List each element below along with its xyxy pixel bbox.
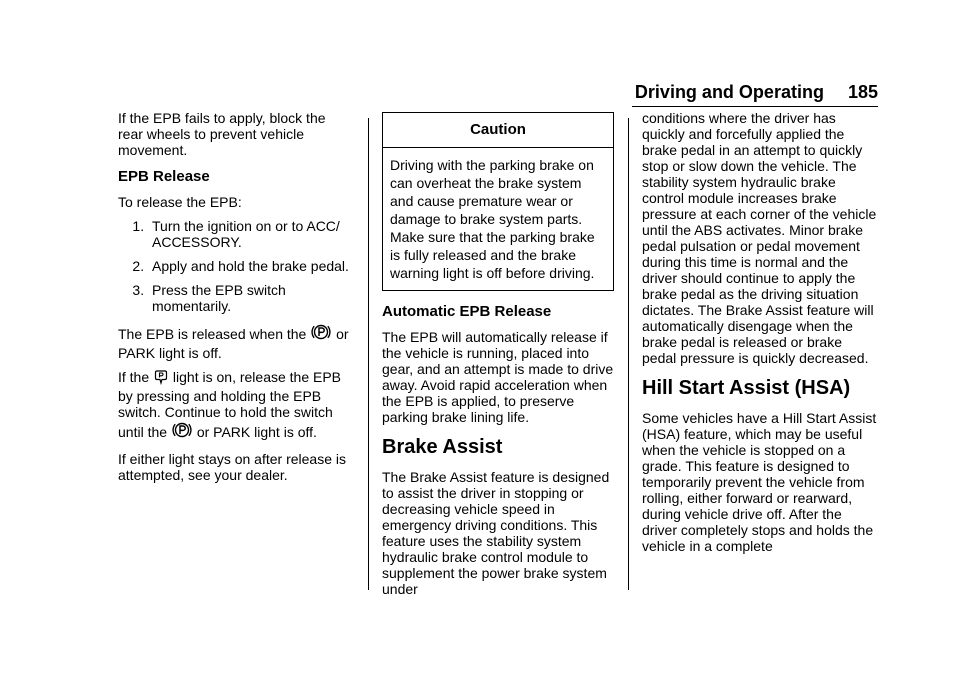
paragraph-see-dealer: If either light stays on after release is attempted, see your dealer. <box>118 451 346 483</box>
paragraph-brake-assist: The Brake Assist feature is designed to assist the driver in stopping or decreasing vehicle speed in emergency driving conditions. This feature uses the stability system hydraulic brake control module to supplement the power brake system under <box>382 469 610 597</box>
brake-service-warning-icon <box>154 369 168 388</box>
paragraph-if-light-on-text-c: or PARK light is off. <box>196 424 317 440</box>
paragraph-to-release: To release the EPB: <box>118 194 242 210</box>
column-1 <box>118 110 350 491</box>
paragraph-if-light-on-text-b: light is on, release the EPB by pressing and holding the EPB switch. Continue to hold the switch until the <box>118 369 342 440</box>
heading-epb-release: EPB Release <box>118 168 210 185</box>
paragraph-hill-start-assist: Some vehicles have a Hill Start Assist (HSA) feature, which may be useful when the vehicle is stopped on a grade. This feature is designed to temporarily prevent the vehicle from rolling, either forward or rearward, during vehicle drive off. After the driver completely stops and holds the vehicle in a complete <box>642 410 877 554</box>
release-step-3: 3. Press the EPB switch momentarily. <box>148 282 350 314</box>
column-3 <box>642 110 878 562</box>
caution-box <box>382 112 614 291</box>
heading-brake-assist: Brake Assist <box>382 436 503 458</box>
heading-automatic-epb-release: Automatic EPB Release <box>382 303 552 320</box>
section-title: Driving and Operating <box>634 82 824 102</box>
caution-title: Caution <box>383 113 613 148</box>
header-rule <box>632 106 878 107</box>
paragraph-if-light-on <box>118 369 350 443</box>
column-divider-2 <box>628 118 629 590</box>
release-step-1: 1. Turn the ignition on or to ACC/ ACCESSORY. <box>148 218 350 250</box>
page-number: 185 <box>847 82 878 102</box>
release-step-2: 2. Apply and hold the brake pedal. <box>148 258 350 274</box>
parking-brake-icon <box>311 322 331 345</box>
caution-body: Driving with the parking brake on can overheat the brake system and cause premature wear or damage to brake system parts. Make sure that the parking brake is fully released and the brake warning light is off before driving. <box>390 157 595 281</box>
heading-hill-start-assist: Hill Start Assist (HSA) <box>642 377 851 399</box>
paragraph-epb-released <box>118 322 350 361</box>
column-divider-1 <box>368 118 369 590</box>
column-2 <box>382 112 614 605</box>
parking-brake-icon <box>172 420 192 443</box>
paragraph-if-light-on-text-a: If the <box>118 369 150 385</box>
release-steps-list <box>118 218 350 314</box>
paragraph-epb-released-text-a: The EPB is released when the <box>118 326 307 342</box>
paragraph-automatic-release: The EPB will automatically release if the vehicle is running, placed into gear, and an attempt is made to drive away. Avoid rapid acceleration when the EPB is applied, to preserve parking brake lining life. <box>382 329 614 425</box>
paragraph-epb-fails: If the EPB fails to apply, block the rear wheels to prevent vehicle movement. <box>118 110 326 158</box>
paragraph-brake-assist-continued: conditions where the driver has quickly and forcefully applied the brake pedal in an attempt to quickly stop or slow down the vehicle. The stability system hydraulic brake control module increases brake pressure at each corner of the vehicle until the ABS activates. Minor brake pedal pulsation or pedal movement during this time is normal and the driver should continue to apply the brake pedal as the driving situation dictates. The Brake Assist feature will automatically disengage when the brake pedal is released or brake pedal pressure is quickly decreased. <box>642 110 877 366</box>
paragraph-epb-released-text-b: or PARK light is off. <box>118 326 349 361</box>
running-header <box>632 82 878 106</box>
